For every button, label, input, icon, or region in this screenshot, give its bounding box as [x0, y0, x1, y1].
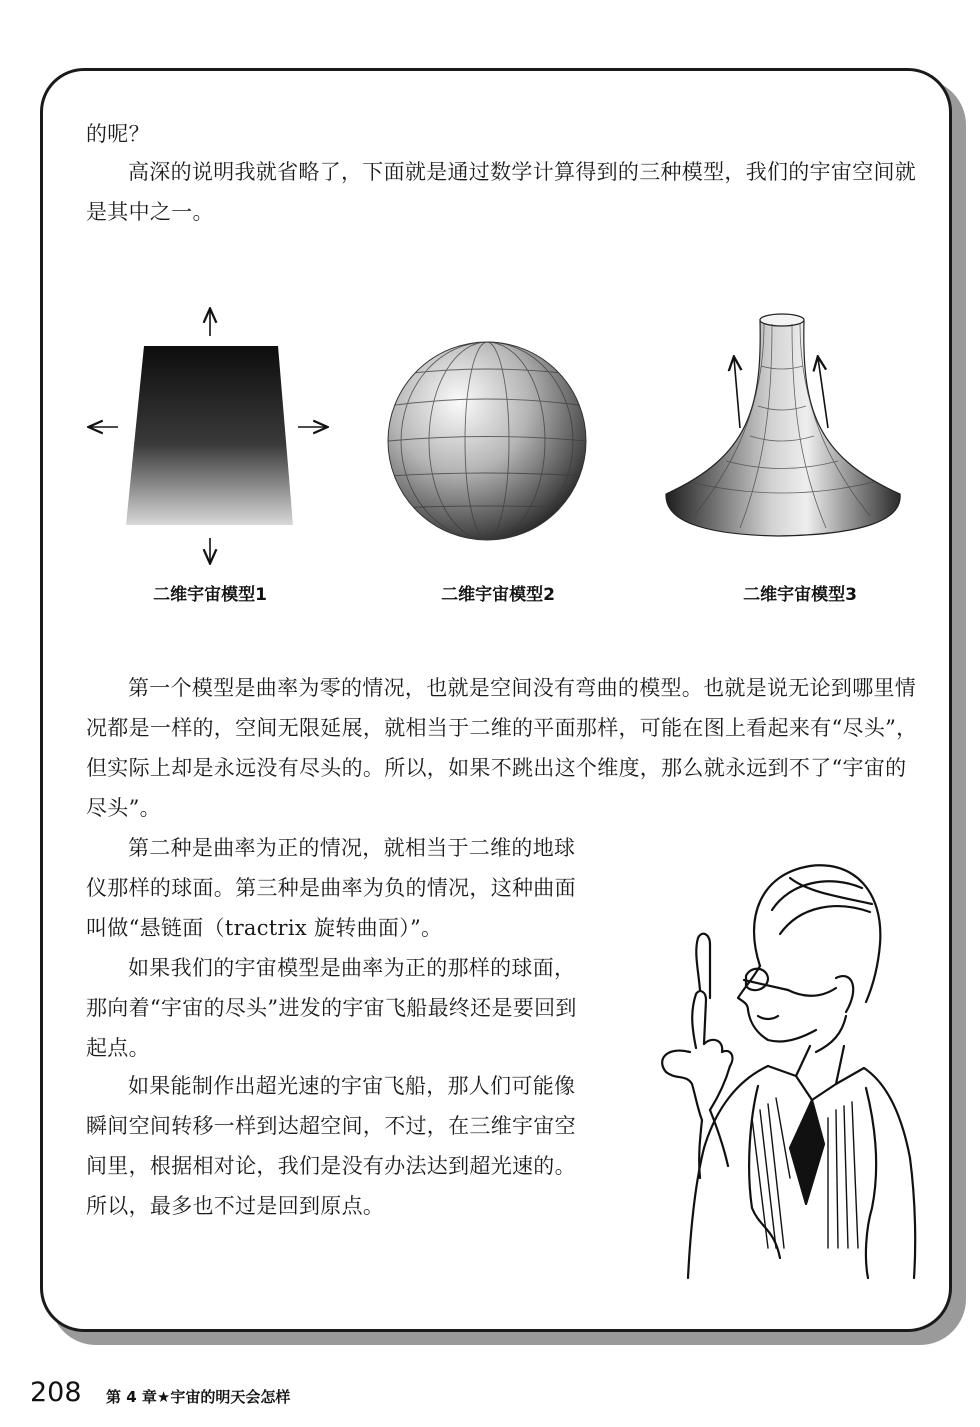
- paragraph-sphere-travel: 如果我们的宇宙模型是曲率为正的那样的球面，那向着“宇宙的尽头”进发的宇宙飞船最终还是要回到起点。: [86, 956, 577, 1060]
- figure-caption-3: 二维宇宙模型3: [743, 585, 857, 605]
- figure-caption-1: 二维宇宙模型1: [153, 585, 267, 605]
- chapter-title: 第 4 章★宇宙的明天会怎样: [106, 1388, 291, 1406]
- paragraph-model-2-3: 第二种是曲率为正的情况，就相当于二维的地球仪那样的球面。第三种是曲率为负的情况，这种曲面叫做“悬链面（tractrix 旋转曲面）”。: [86, 836, 576, 940]
- flat-plane-figure: [80, 300, 340, 570]
- sphere-shape: [388, 342, 586, 540]
- figure-caption-2: 二维宇宙模型2: [441, 585, 555, 605]
- arrow-up-right-icon: [818, 358, 828, 428]
- flat-plane-shape: [126, 346, 293, 525]
- paragraph-models-intro: 高深的说明我就省略了，下面就是通过数学计算得到的三种模型，我们的宇宙空间就是其中之一。: [86, 160, 917, 224]
- paragraph-intro-tail: 的呢？: [86, 122, 150, 146]
- paragraph-model-1: 第一个模型是曲率为零的情况，也就是空间没有弯曲的模型。也就是说无论到哪里情况都是一样的，空间无限延展，就相当于二维的平面那样，可能在图上看起来有“尽头”，但实际上却是永远没有尽头的。所以，如果不跳出这个维度，那么就永远到不了“宇宙的尽头”。: [86, 676, 918, 820]
- arrow-up-left-icon: [734, 358, 740, 428]
- tractricoid-shape: [666, 320, 900, 536]
- paragraph-faster-than-light: 如果能制作出超光速的宇宙飞船，那人们可能像瞬间空间转移一样到达超空间，不过，在三维宇宙空间里，根据相对论，我们是没有办法达到超光速的。所以，最多也不过是回到原点。: [86, 1074, 576, 1218]
- professor-pointing-up-icon: [640, 848, 920, 1288]
- sphere-figure: [384, 336, 594, 546]
- page-number: 208: [30, 1377, 82, 1408]
- tractricoid-figure: [654, 306, 914, 546]
